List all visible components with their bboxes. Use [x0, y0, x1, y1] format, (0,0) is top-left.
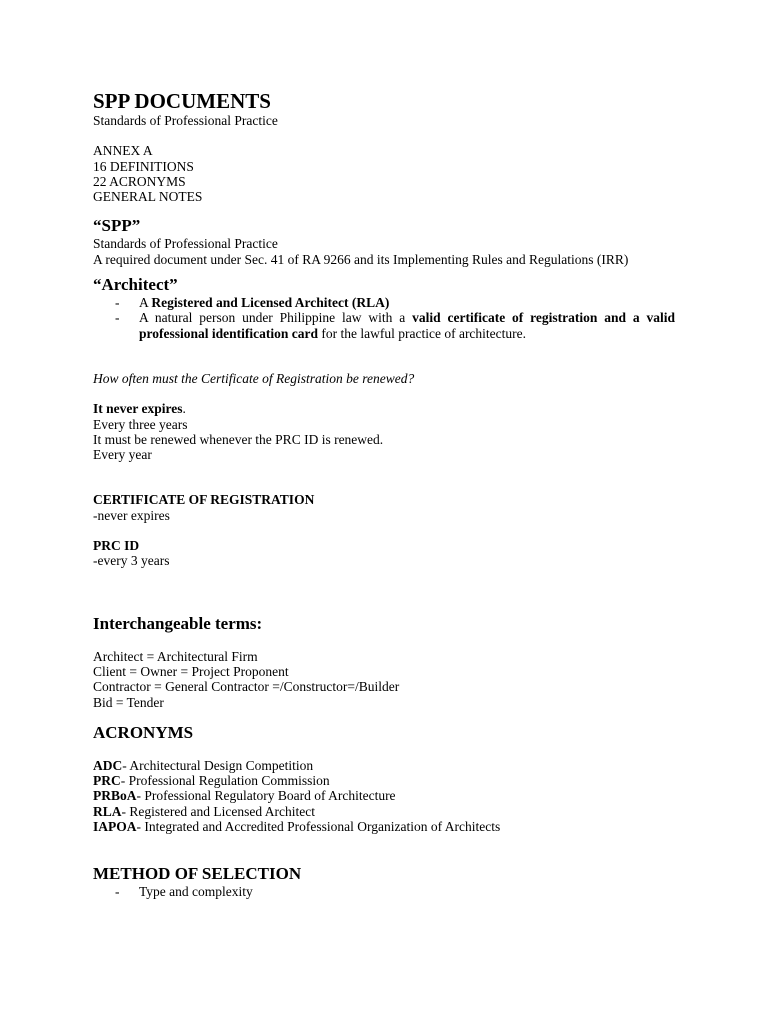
architect-heading: “Architect” — [93, 275, 178, 295]
architect-bullet-bold: valid certificate of registration and a valid professional identification card — [139, 310, 676, 341]
acronym-item — [93, 788, 675, 803]
acronym-abbr: PRBoA — [93, 788, 137, 804]
question-option: Every year — [93, 447, 152, 463]
answer-tail: . — [182, 401, 186, 417]
acronym-desc: - Professional Regulatory Board of Architecture — [136, 788, 396, 804]
acronym-abbr: IAPOA — [93, 819, 137, 835]
document-title: SPP DOCUMENTS — [93, 89, 271, 113]
method-bullet-text: Type and complexity — [139, 884, 253, 900]
spacer — [93, 710, 675, 723]
spp-line: Standards of Professional Practice — [93, 236, 278, 252]
architect-bullet-pre: A natural person under Philippine law with a — [139, 310, 413, 326]
acronym-desc: - Integrated and Accredited Professional Organization of Architects — [136, 819, 501, 835]
architect-bullet-post: for the lawful practice of architecture. — [318, 325, 527, 341]
spp-heading: “SPP” — [93, 216, 141, 236]
method-list — [93, 884, 675, 899]
annex-block — [93, 143, 675, 204]
acronym-abbr: PRC — [93, 773, 121, 789]
acronym-desc: - Registered and Licensed Architect — [121, 803, 315, 819]
annex-line: 22 ACRONYMS — [93, 173, 186, 189]
spacer — [93, 523, 675, 538]
annex-line: 16 DEFINITIONS — [93, 158, 194, 174]
acronym-abbr: RLA — [93, 803, 122, 819]
interchangeable-line: Client = Owner = Project Proponent — [93, 663, 289, 679]
acronym-item — [93, 804, 675, 819]
question-option: Every three years — [93, 416, 188, 432]
spacer — [93, 569, 675, 614]
spacer — [93, 204, 675, 216]
acronym-item — [93, 773, 675, 788]
acronyms-heading: ACRONYMS — [93, 722, 194, 742]
question-option: It must be renewed whenever the PRC ID is renewed. — [93, 431, 384, 447]
spacer — [93, 462, 675, 492]
architect-bullet-bold: Registered and Licensed Architect (RLA) — [151, 295, 390, 311]
document-subtitle: Standards of Professional Practice — [93, 113, 278, 128]
acronym-item — [93, 758, 675, 773]
acronym-abbr: ADC — [93, 757, 123, 773]
acronym-desc: - Architectural Design Competition — [122, 757, 314, 773]
interchangeable-heading: Interchangeable terms: — [93, 613, 263, 633]
architect-bullet — [93, 295, 675, 310]
spacer — [93, 834, 675, 864]
interchangeable-line: Architect = Architectural Firm — [93, 648, 258, 664]
cor-value: -never expires — [93, 507, 170, 523]
acronym-desc: - Professional Regulation Commission — [120, 773, 330, 789]
interchangeable-line: Bid = Tender — [93, 694, 164, 710]
spacer — [93, 386, 675, 401]
method-bullet — [93, 884, 675, 899]
prc-label: PRC ID — [93, 538, 140, 554]
architect-bullet — [93, 310, 675, 341]
annex-line: ANNEX A — [93, 143, 153, 159]
acronym-item — [93, 819, 675, 834]
document-content — [93, 89, 675, 900]
bullet-dash: - — [115, 884, 120, 900]
annex-line: GENERAL NOTES — [93, 189, 203, 205]
spacer — [93, 634, 675, 649]
question-text: How often must the Certificate of Registration be renewed? — [93, 370, 415, 386]
answer-bold: It never expires — [93, 401, 183, 417]
architect-list — [93, 295, 675, 341]
architect-bullet-prefix: A — [139, 295, 152, 311]
method-heading: METHOD OF SELECTION — [93, 864, 302, 884]
spacer — [93, 341, 675, 371]
spacer — [93, 743, 675, 758]
prc-value: -every 3 years — [93, 553, 170, 569]
interchangeable-line: Contractor = General Contractor =/Constructor=/Builder — [93, 679, 400, 695]
spp-line: A required document under Sec. 41 of RA 9266 and its Implementing Rules and Regulations (IRR) — [93, 251, 629, 267]
spacer — [93, 267, 675, 275]
question-answer — [93, 401, 675, 416]
bullet-dash: - — [115, 310, 120, 326]
cor-label: CERTIFICATE OF REGISTRATION — [93, 492, 315, 508]
spacer — [93, 128, 675, 143]
bullet-dash: - — [115, 295, 120, 311]
